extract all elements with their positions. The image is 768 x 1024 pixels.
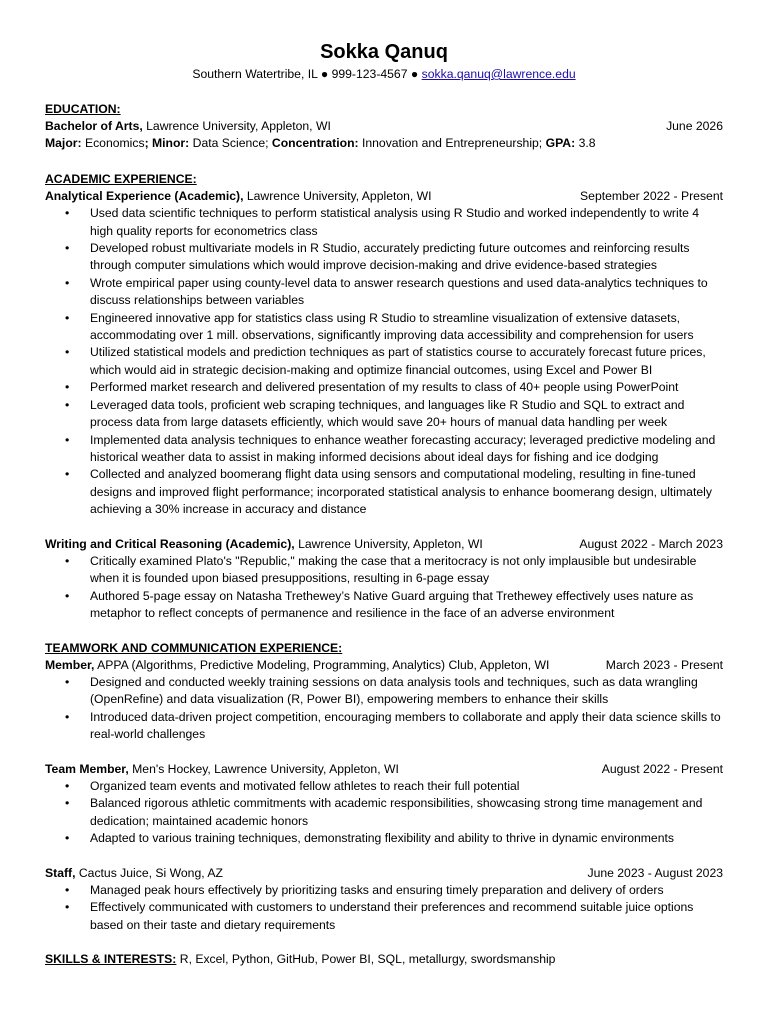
list-item: • Designed and conducted weekly training sessions on data analysis tools and techniques, such as data wrangling (OpenRefine) and data visualization (R, Power BI), empowering members to enhance their skills (65, 674, 698, 707)
list-item: • Developed robust multivariate models in R Studio, accurately predicting future outcomes and reinforcing results through computer simulations which would improve decision-making and drive evidence-based strategies (65, 241, 690, 273)
bullet-list (45, 553, 723, 623)
entry-header (45, 865, 723, 882)
list-item: • Critically examined Plato's "Republic," making the case that a meritocracy is not only implausible but undesirable when it is founded upon biased presuppositions, resulting in 6-page essay (65, 553, 697, 586)
entry-org: Lawrence University, Appleton, WI (298, 536, 483, 551)
entry-title: Team Member, (45, 761, 129, 776)
list-item: • Collected and analyzed boomerang flight data using sensors and computational modeling, resulting in fine-tuned designs and improved flight performance; incorporated statistical analysis to enhance boomerang design, ultimately achieving a 30% increase in accuracy and distance (65, 467, 712, 517)
minor: Data Science; (192, 136, 269, 151)
graduation-date: June 2026 (666, 119, 723, 133)
school: Lawrence University, Appleton, WI (146, 119, 331, 133)
list-item: • Wrote empirical paper using county-level data to answer research questions and used data-analytics techniques to discuss relationships between variables (65, 275, 708, 308)
separator-dot: ● (320, 67, 329, 81)
resume-page (45, 40, 723, 969)
bullet-icon: • (65, 709, 70, 724)
bullet-list (45, 205, 723, 518)
entry-date: August 2022 - Present (601, 761, 723, 776)
entry-title: Staff, (45, 865, 76, 880)
separator-dot: ● (410, 67, 419, 81)
concentration: Innovation and Entrepreneurship; (361, 136, 543, 151)
entry-date: June 2023 - August 2023 (587, 865, 723, 880)
list-item: • Used data scientific techniques to perform statistical analysis using R Studio and worked independently to write 4 high quality reports for econometrics class (65, 206, 700, 238)
bullet-icon: • (65, 467, 70, 482)
bullet-icon: • (65, 674, 70, 689)
academic-heading: ACADEMIC EXPERIENCE: (45, 171, 197, 186)
entry-org: Lawrence University, Appleton, WI (246, 188, 432, 203)
entry-header (45, 188, 723, 205)
list-item: • Engineered innovative app for statistics class using R Studio to streamline visualization of extensive datasets, accommodating over 1 mill. observations, significantly improving data accessibility and comprehension for users (65, 310, 694, 343)
list-item: • Balanced rigorous athletic commitments with academic responsibilities, showcasing strong time management and dedication; maintained academic honors (65, 796, 703, 828)
entry-org: Cactus Juice, Si Wong, AZ (78, 865, 223, 880)
location: Southern Watertribe, IL (192, 67, 318, 81)
bullet-icon: • (65, 432, 70, 447)
bullet-icon: • (65, 553, 70, 568)
gpa: 3.8 (578, 136, 596, 151)
entry-date: March 2023 - Present (605, 657, 723, 672)
list-item: • Authored 5-page essay on Natasha Trethewey’s Native Guard arguing that Trethewey effectively uses nature as metaphor to reflect concepts of permanence and resilience in the face of an adverse environment (65, 588, 694, 621)
bullet-icon: • (65, 883, 70, 898)
list-item: • Performed market research and delivered presentation of my results to class of 40+ people using PowerPoint (45, 379, 723, 396)
list-item: • Leveraged data tools, proficient web scraping techniques, and languages like R Studio and SQL to extract and process data from large datasets efficiently, which would save 20+ hours of manual data handling per week (65, 397, 685, 430)
bullet-icon: • (65, 275, 70, 290)
entry-title: Writing and Critical Reasoning (Academic), (45, 536, 295, 551)
bullet-list (45, 882, 723, 934)
gpa-label: GPA: (545, 136, 576, 151)
entry-title: Member, (45, 657, 95, 672)
bullet-list (45, 674, 723, 744)
list-item: • Effectively communicated with customers to understand their preferences and recommend suitable juice options based on their taste and dietary requirements (65, 900, 694, 932)
entry-date: August 2022 - March 2023 (579, 536, 723, 551)
bullet-icon: • (65, 900, 70, 915)
major-label: Major: (45, 136, 82, 151)
bullet-icon: • (65, 241, 70, 256)
contact-line (45, 66, 723, 83)
list-item: • Introduced data-driven project competition, encouraging members to collaborate and apply their data science skills to real-world challenges (65, 709, 721, 742)
teamwork-heading: TEAMWORK AND COMMUNICATION EXPERIENCE: (45, 640, 343, 655)
bullet-icon: • (65, 397, 70, 412)
entry-title: Analytical Experience (Academic), (45, 188, 244, 203)
entry-header (45, 761, 723, 778)
education-heading: EDUCATION: (45, 102, 121, 116)
list-item: • Managed peak hours effectively by prioritizing tasks and ensuring timely preparation and delivery of orders (45, 882, 723, 899)
bullet-icon: • (65, 779, 70, 793)
candidate-name: Sokka Qanuq (320, 41, 448, 63)
bullet-icon: • (65, 831, 70, 846)
skills-text: R, Excel, Python, GitHub, Power BI, SQL, metallurgy, swordsmanship (179, 952, 556, 967)
bullet-list (45, 778, 723, 848)
bullet-icon: • (65, 310, 70, 325)
entry-header (45, 536, 723, 553)
list-item: • Implemented data analysis techniques to enhance weather forecasting accuracy; leveraged predictive modeling and historical weather data to assist in making informed decisions about ideal days for fishing and ice dodging (65, 432, 716, 464)
list-item: • Organized team events and motivated fellow athletes to reach their full potential (45, 778, 723, 795)
bullet-icon: • (65, 796, 70, 811)
list-item: • Utilized statistical models and prediction techniques as part of statistics course to accurately forecast future prices, which would aid in strategic decision-making and optimize financial outcomes, using Excel and Power BI (65, 345, 706, 377)
entry-org: Men's Hockey, Lawrence University, Appleton, WI (132, 761, 399, 776)
bullet-icon: • (65, 345, 70, 360)
list-item: • Adapted to various training techniques, demonstrating flexibility and ability to thrive in dynamic environments (45, 830, 723, 847)
entry-header (45, 657, 723, 674)
degree: Bachelor of Arts, (45, 119, 143, 133)
bullet-icon: • (65, 588, 70, 603)
education-details-line (45, 135, 723, 152)
bullet-icon: • (65, 380, 70, 395)
skills-line (45, 951, 723, 968)
education-degree-line (45, 118, 723, 135)
skills-heading: SKILLS & INTERESTS: (45, 952, 177, 967)
entry-date: September 2022 - Present (580, 188, 723, 203)
minor-label: ; Minor: (144, 136, 190, 151)
email-link[interactable]: sokka.qanuq@lawrence.edu (421, 67, 576, 81)
major: Economics (84, 136, 145, 151)
concentration-label: Concentration: (271, 136, 359, 151)
bullet-icon: • (65, 206, 70, 221)
entry-org: APPA (Algorithms, Predictive Modeling, Programming, Analytics) Club, Appleton, WI (97, 657, 550, 672)
phone: 999-123-4567 (331, 67, 408, 81)
